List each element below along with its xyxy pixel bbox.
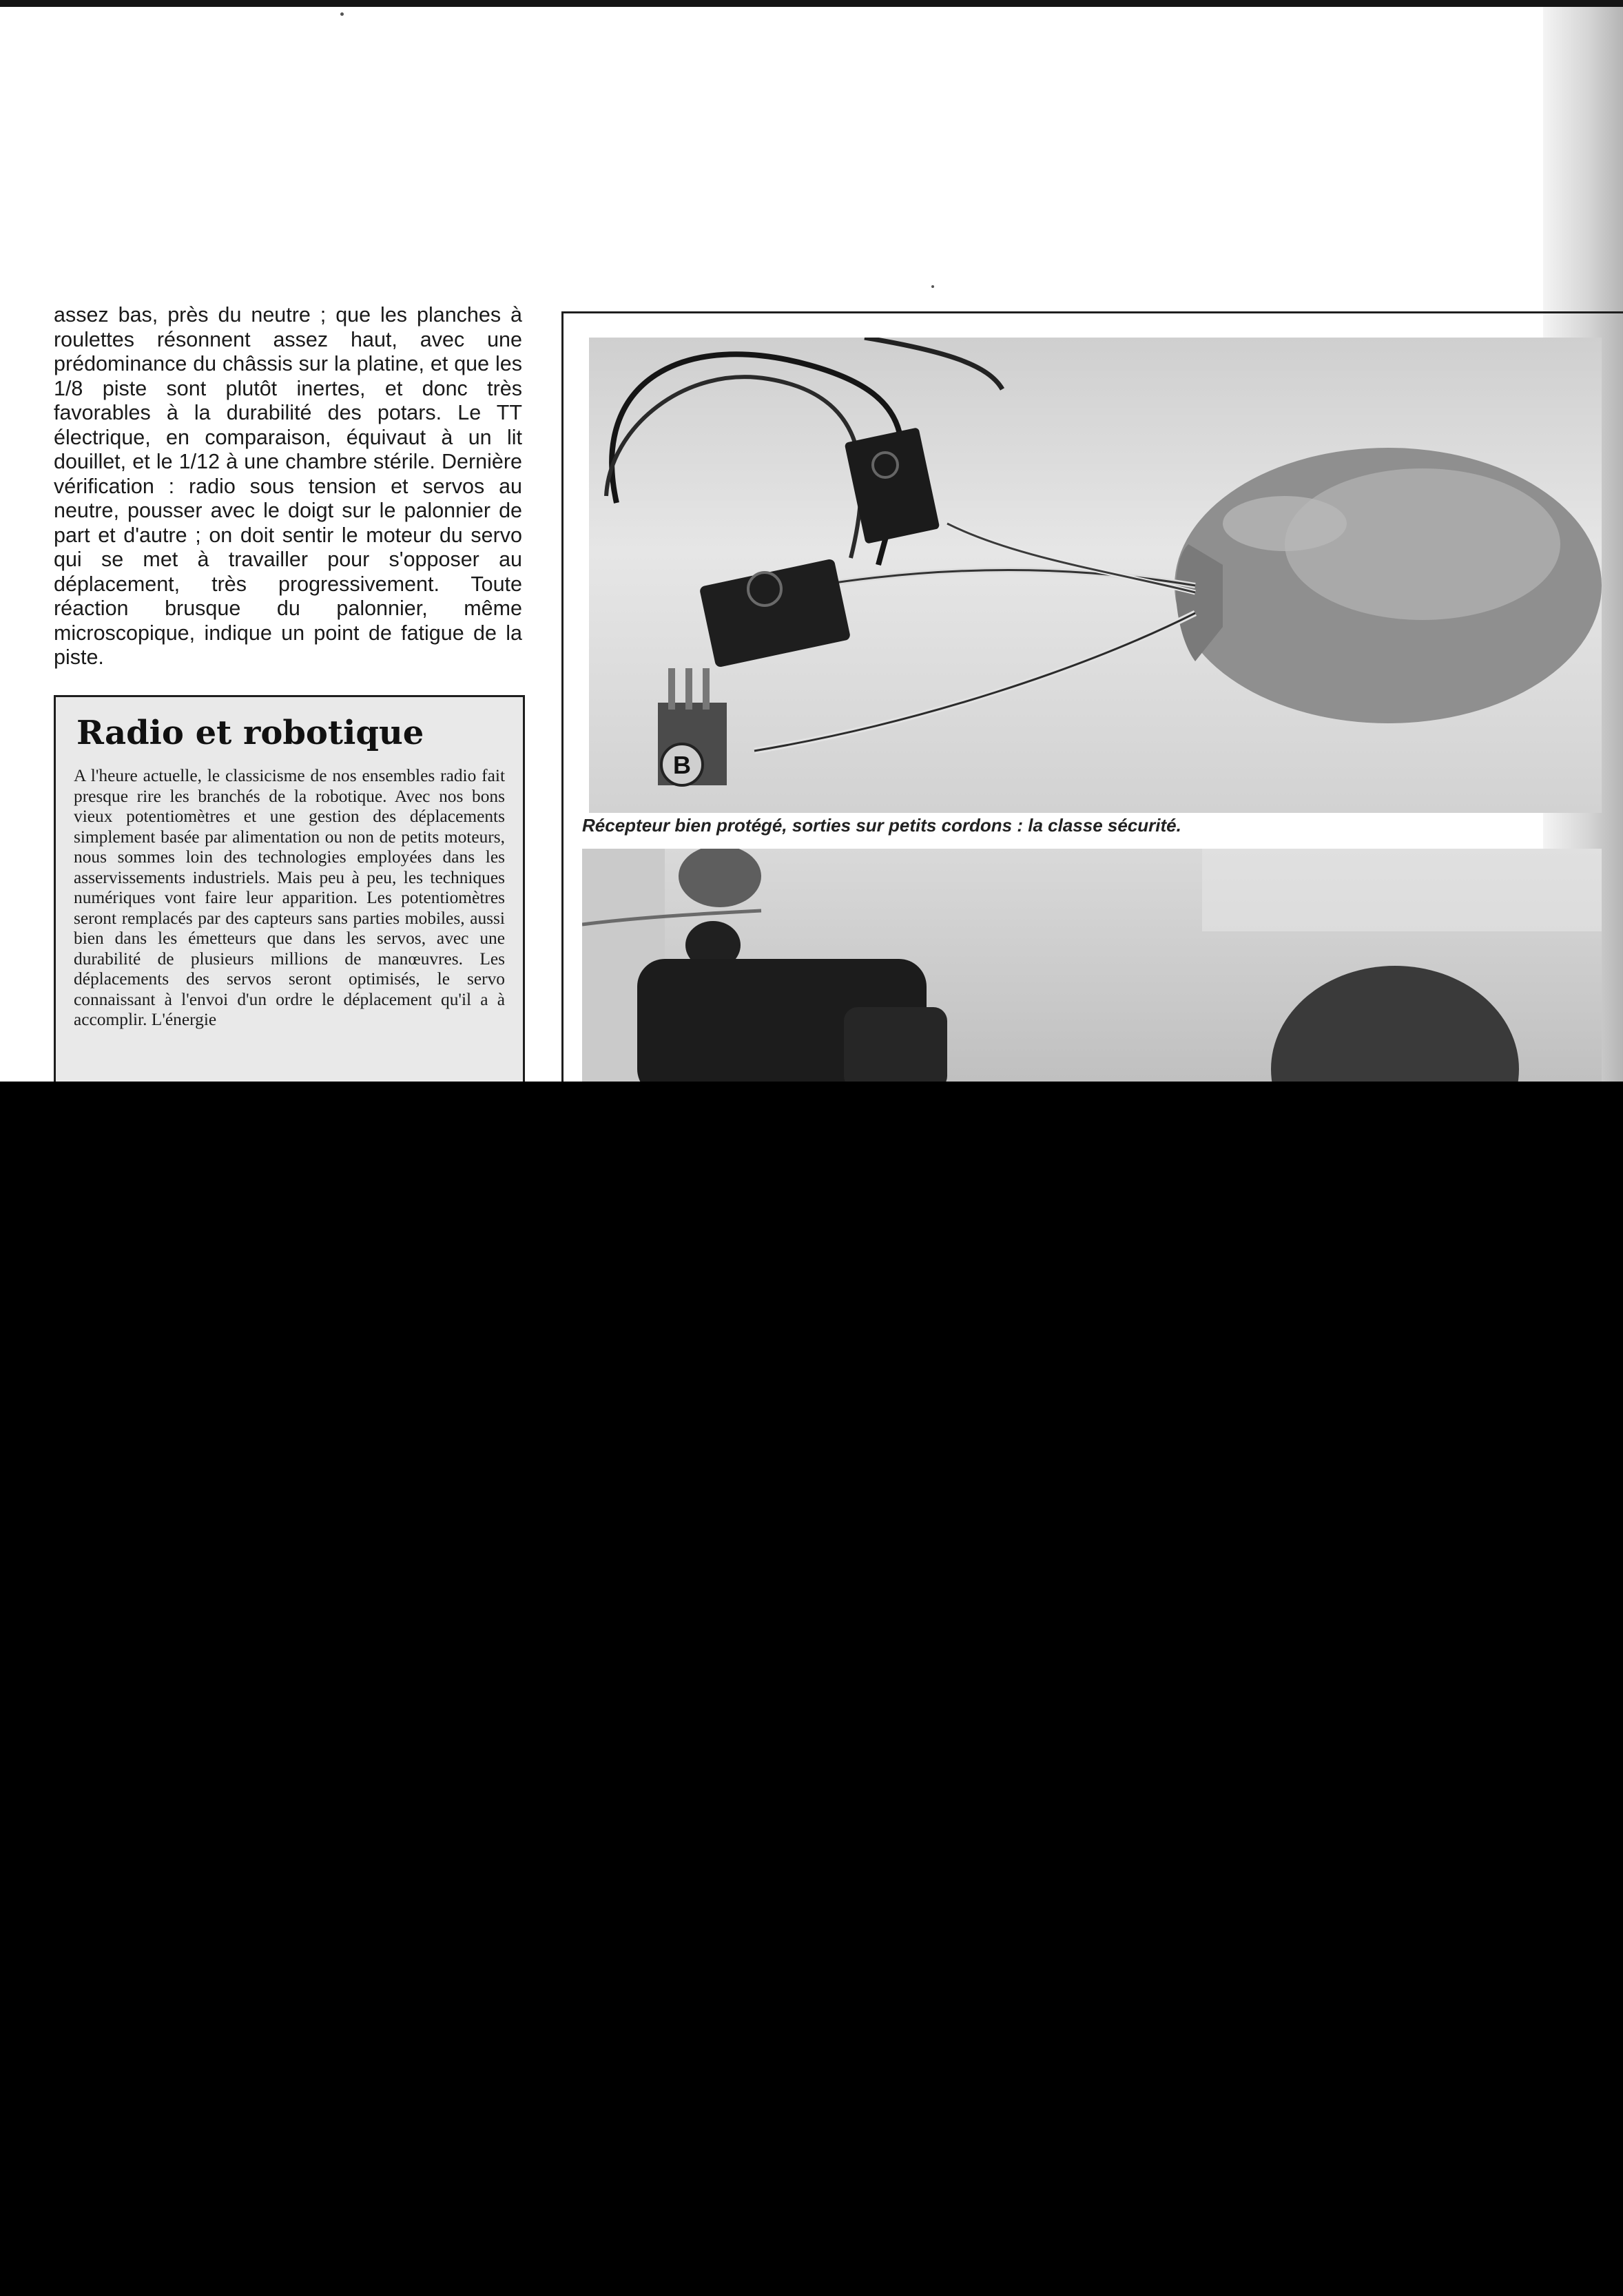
scan-blackout-area	[0, 1082, 1623, 2296]
sidebar-box	[54, 695, 525, 1102]
article-paragraph: assez bas, près du neutre ; que les planches à roulettes résonnent assez haut, avec une prédominance du châssis sur la platine, et que les 1/8 piste sont plutôt inertes, et donc très favorables à la durabilité des potars. Le TT électrique, en comparaison, équivaut à un lit douillet, et le 1/12 à une chambre stérile. Dernière vérification : radio sous tension et servos au neutre, pousser avec le doigt sur le palonnier de part et d'autre ; on doit sentir le moteur du servo qui se met à travailler pour s'opposer au déplacement, très progressivement. Toute réaction brusque du palonnier, même microscopique, indique un point de fatigue de la piste.	[54, 303, 522, 669]
servo-closeup-photo	[582, 849, 1602, 1082]
top-edge-rule	[0, 0, 1623, 7]
print-speck	[340, 12, 344, 16]
sidebar-text: A l'heure actuelle, le classicisme de nos ensembles radio fait presque rire les branchés de la robotique. Avec nos bons vieux potentiomètres et une gestion des déplacements simplement basée par alimentation ou non de petits moteurs, nous sommes loin des technologies employées dans les asservissements industriels. Mais peu à peu, les techniques numériques vont faire leur apparition. Les potentiomètres seront remplacés par des capteurs sans parties mobiles, aussi bien dans les émetteurs que dans les servos, avec une durabilité de plusieurs millions de manœuvres. Les déplacements des servos seront optimisés, le servo connaissant à l'envoi d'un ordre le déplacement qu'il a à accomplir. L'énergie	[74, 766, 505, 1029]
receiver-balloon-photo	[589, 338, 1602, 813]
sidebar-title: Radio et robotique	[76, 714, 424, 752]
plug-letter-label: B	[673, 751, 691, 779]
print-speck	[931, 285, 934, 288]
receiver-balloon-illustration	[589, 338, 1602, 813]
servo-closeup-illustration	[582, 849, 1602, 1082]
article-body-column	[54, 303, 522, 670]
photo-caption: Récepteur bien protégé, sorties sur petits cordons : la classe sécurité.	[582, 815, 1181, 836]
